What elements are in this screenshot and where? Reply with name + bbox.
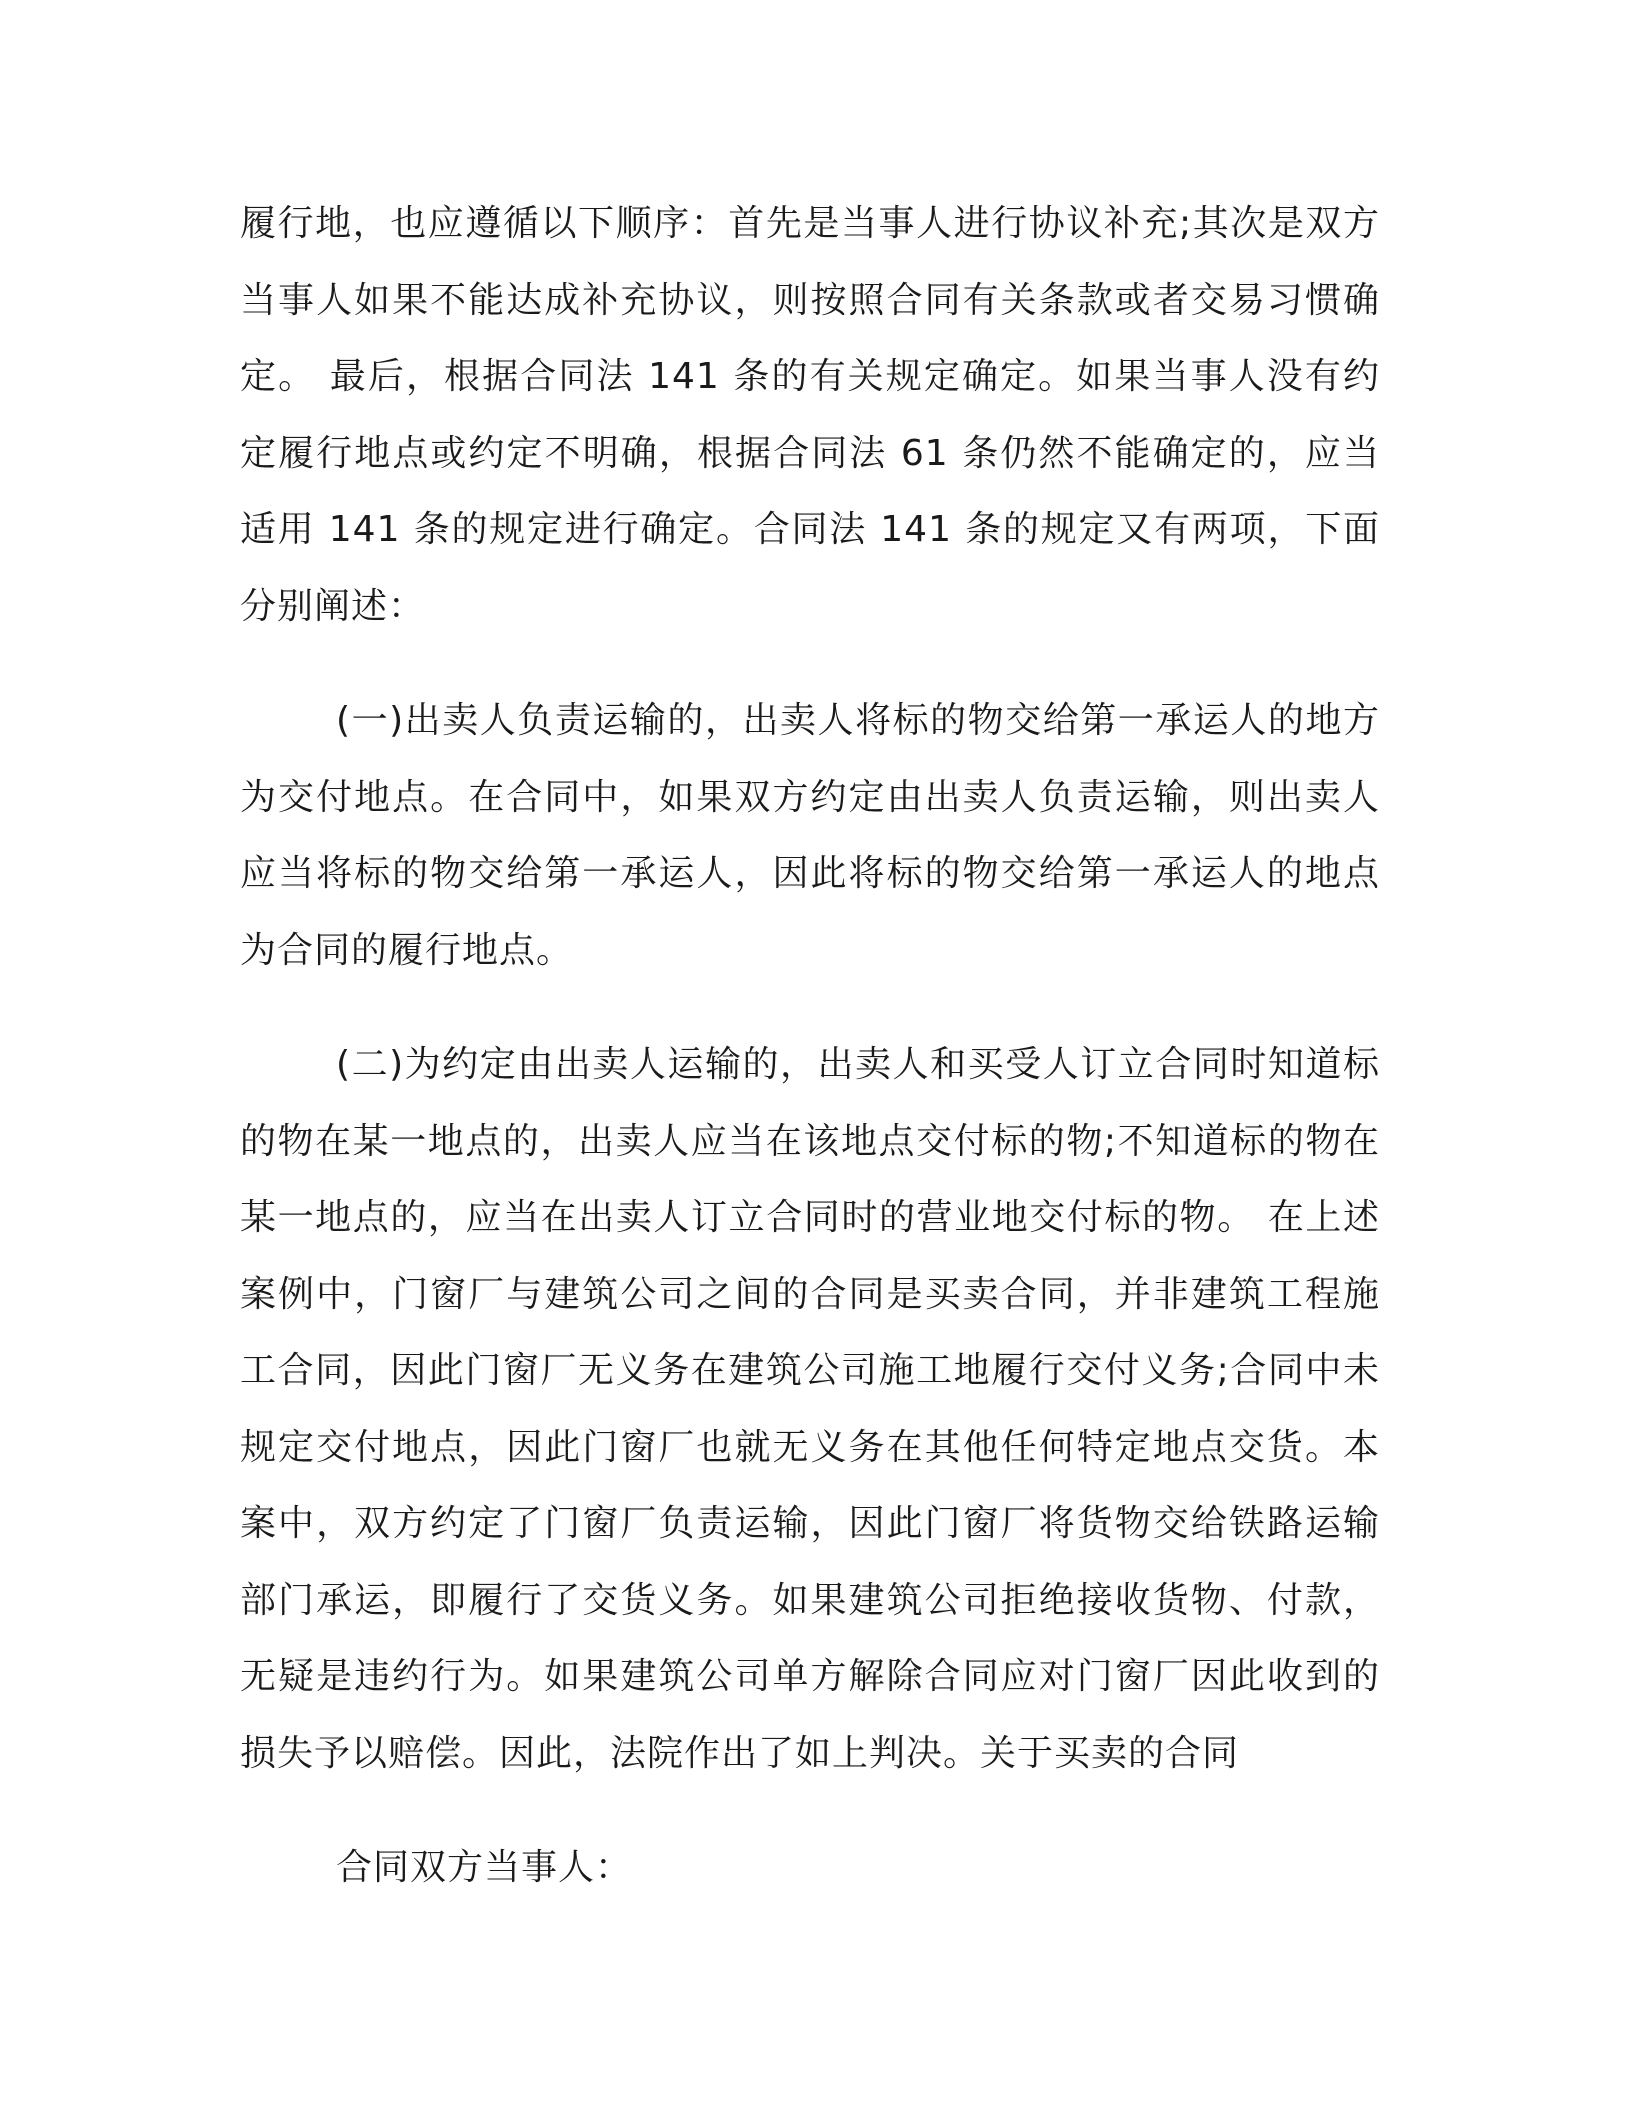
paragraph-seller-transport: (一)出卖人负责运输的，出卖人将标的物交给第一承运人的地方为交付地点。在合同中，如果双方约定由出卖人负责运输，则出卖人应当将标的物交给第一承运人，因此将标的物交给第一承运人的地点为合同的履行地点。 — [240, 700, 1380, 971]
paragraph-case-analysis: (二)为约定由出卖人运输的，出卖人和买受人订立合同时知道标的物在某一地点的，出卖人应当在该地点交付标的物;不知道标的物在某一地点的，应当在出卖人订立合同时的营业地交付标的物。 在上述案例中，门窗厂与建筑公司之间的合同是买卖合同，并非建筑工程施工合同，因此门窗厂无义务在建筑公司施工地履行交付义务;合同中未规定交付地点，因此门窗厂也就无义务在其他任何特定地点交货。本案中，双方约定了门窗厂负责运输，因此门窗厂将货物交给铁路运输部门承运，即履行了交货义务。如果建筑公司拒绝接收货物、付款，无疑是违约行为。如果建筑公司单方解除合同应对门窗厂因此收到的损失予以赔偿。因此，法院作出了如上判决。关于买卖的合同 — [240, 1044, 1380, 1774]
paragraph-performance-place: 履行地，也应遵循以下顺序：首先是当事人进行协议补充;其次是双方当事人如果不能达成补充协议，则按照合同有关条款或者交易习惯确定。 最后，根据合同法 141 条的有关规定确定。如果当事人没有约定履行地点或约定不明确，根据合同法 61 条仍然不能确定的，应当适用 141 条的规定进行确定。合同法 141 条的规定又有两项，下面分别阐述： — [240, 203, 1380, 627]
paragraph-contract-parties: 合同双方当事人： — [336, 1847, 633, 1888]
document-body — [240, 186, 1380, 1945]
